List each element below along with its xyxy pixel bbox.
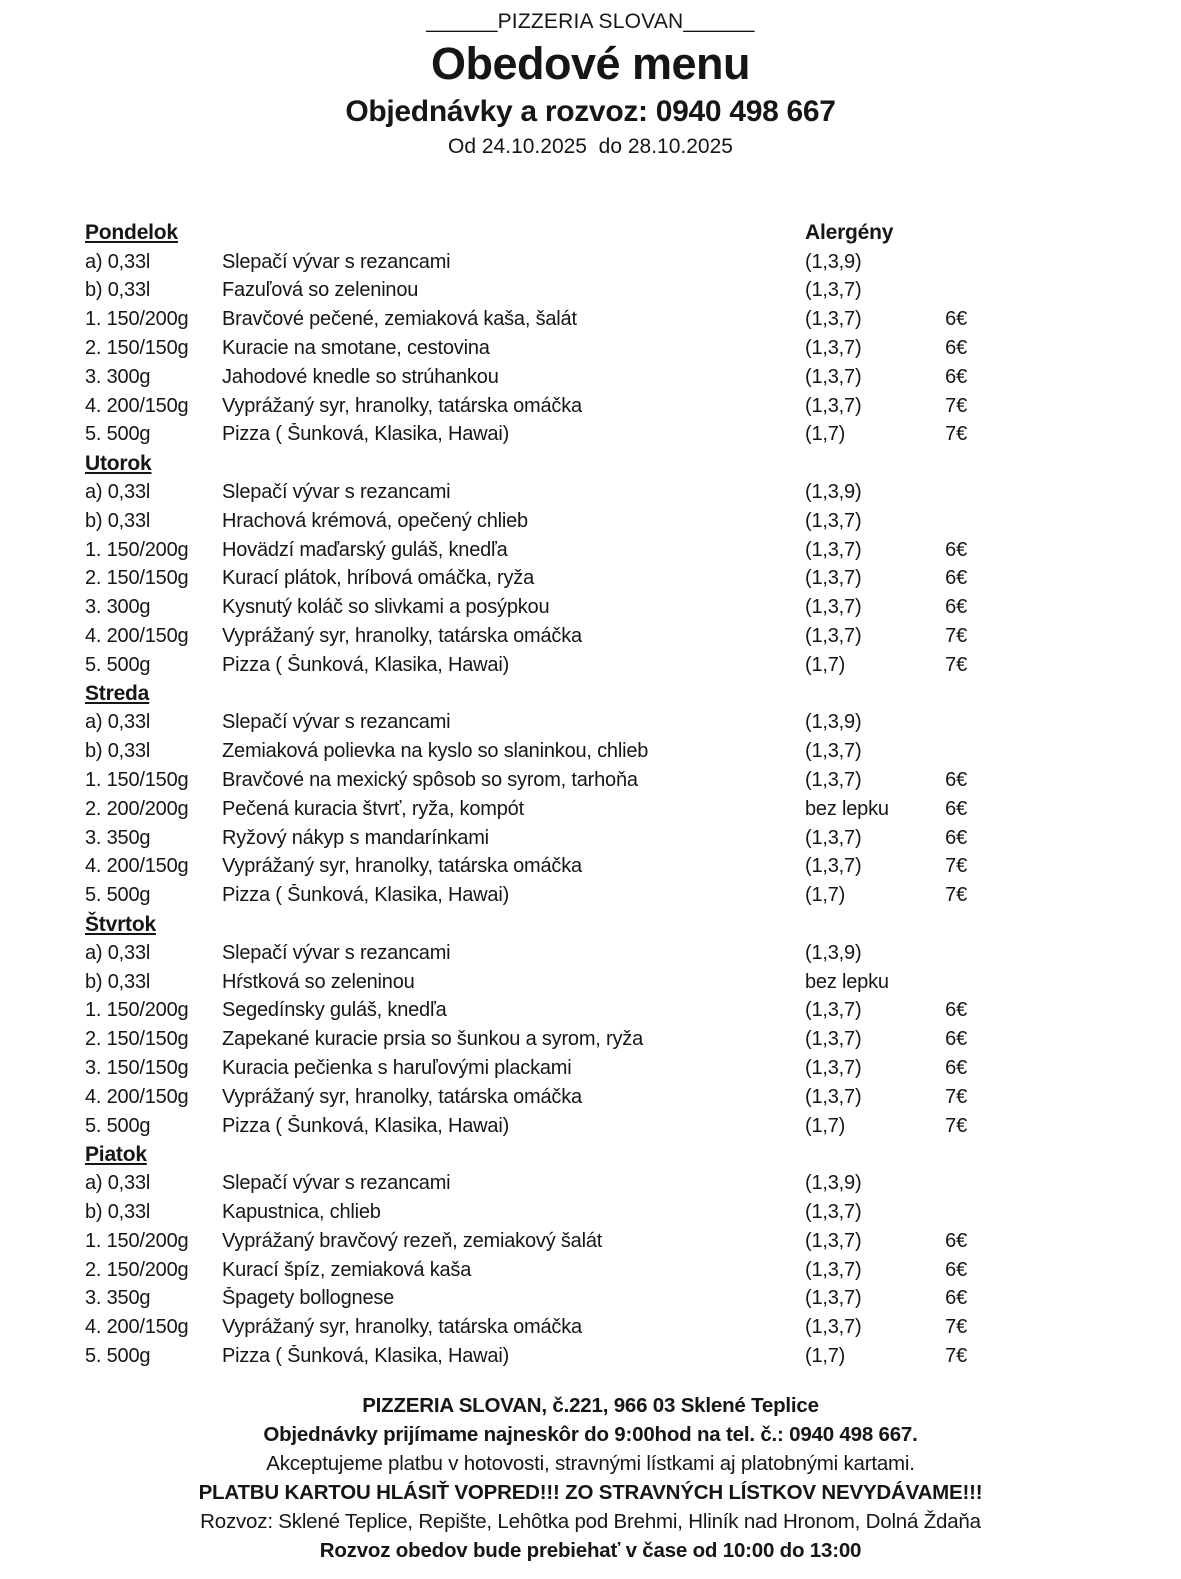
- item-dish: Kapustnica, chlieb: [222, 1200, 381, 1223]
- item-price: 6€: [945, 797, 967, 820]
- item-dish: Pizza ( Šunková, Klasika, Hawai): [222, 653, 510, 676]
- day-heading: Pondelok: [85, 221, 178, 245]
- item-dish: Pizza ( Šunková, Klasika, Hawai): [222, 423, 510, 446]
- footer-line: PLATBU KARTOU HLÁSIŤ VOPRED!!! ZO STRAVNÝCH LÍSTKOV NEVYDÁVAME!!!: [198, 1480, 983, 1504]
- item-dish: Pečená kuracia štvrť, ryža, kompót: [222, 797, 524, 820]
- item-allergens: (1,3,9): [805, 250, 862, 273]
- item-price: 7€: [945, 884, 967, 907]
- item-portion: a) 0,33l: [85, 711, 151, 734]
- menu-item-row: [85, 939, 967, 968]
- item-allergens: (1,7): [805, 653, 846, 676]
- item-allergens: (1,7): [805, 1344, 846, 1367]
- item-price: 6€: [945, 769, 967, 792]
- item-allergens: (1,3,9): [805, 481, 862, 504]
- item-portion: 2. 150/200g: [85, 1258, 189, 1281]
- item-allergens: (1,3,7): [805, 1057, 862, 1079]
- menu-item-row: [85, 305, 967, 334]
- item-price: 7€: [945, 1085, 967, 1108]
- item-allergens: (1,3,7): [805, 308, 862, 331]
- allergens-column-header: Alergény: [805, 221, 894, 245]
- item-portion: 3. 300g: [85, 596, 151, 619]
- item-portion: 3. 300g: [85, 365, 151, 388]
- menu-item-row: [85, 277, 967, 306]
- menu-item-row: [85, 766, 967, 795]
- item-price: 7€: [945, 1344, 967, 1367]
- item-portion: 1. 150/200g: [85, 1229, 189, 1252]
- item-dish: Pizza ( Šunková, Klasika, Hawai): [222, 1344, 510, 1367]
- menu-item-row: [85, 997, 967, 1026]
- day-header-row: [85, 680, 967, 709]
- day-heading: Piatok: [85, 1142, 147, 1166]
- menu-item-row: [85, 709, 967, 738]
- item-allergens: (1,3,7): [805, 1229, 862, 1252]
- item-dish: Slepačí vývar s rezancami: [222, 250, 451, 273]
- menu-item-row: [85, 1284, 967, 1313]
- item-price: 6€: [945, 999, 967, 1022]
- menu-item-row: [85, 392, 967, 421]
- footer-line: Rozvoz obedov bude prebiehať v čase od 10:00 do 13:00: [319, 1538, 862, 1562]
- item-allergens: (1,3,7): [805, 625, 862, 648]
- item-portion: b) 0,33l: [85, 740, 151, 763]
- item-portion: a) 0,33l: [85, 481, 151, 504]
- item-dish: Slepačí vývar s rezancami: [222, 1172, 451, 1195]
- item-dish: Pizza ( Šunková, Klasika, Hawai): [222, 884, 510, 907]
- footer-line: Akceptujeme platbu v hotovosti, stravnými lístkami aj platobnými kartami.: [266, 1451, 915, 1475]
- item-allergens: (1,7): [805, 1114, 846, 1137]
- day-header-row: [85, 219, 967, 248]
- item-price: 7€: [945, 625, 967, 648]
- menu-item-row: [85, 507, 967, 536]
- item-dish: Jahodové knedle so strúhankou: [222, 365, 499, 388]
- menu-item-row: [85, 478, 967, 507]
- menu-item-row: [85, 1169, 967, 1198]
- menu-item-row: [85, 622, 967, 651]
- item-price: 7€: [945, 423, 967, 446]
- item-portion: 4. 200/150g: [85, 855, 189, 878]
- item-price: 6€: [945, 567, 967, 590]
- menu-item-row: [85, 1256, 967, 1285]
- item-portion: 2. 150/150g: [85, 337, 189, 360]
- item-price: 7€: [945, 653, 967, 676]
- item-allergens: (1,3,7): [805, 365, 862, 388]
- item-portion: 5. 500g: [85, 653, 151, 676]
- day-heading: Štvrtok: [85, 912, 156, 936]
- item-portion: 3. 350g: [85, 1287, 151, 1310]
- item-allergens: (1,3,7): [805, 538, 862, 561]
- item-portion: 3. 150/150g: [85, 1057, 189, 1079]
- item-allergens: (1,3,7): [805, 740, 862, 763]
- item-dish: Kurací špíz, zemiaková kaša: [222, 1258, 472, 1281]
- item-allergens: (1,3,9): [805, 941, 862, 964]
- menu-item-row: [85, 363, 967, 392]
- item-portion: b) 0,33l: [85, 1200, 151, 1223]
- menu-header: [0, 0, 1181, 160]
- item-portion: a) 0,33l: [85, 250, 151, 273]
- date-range: Od 24.10.2025 do 28.10.2025: [448, 135, 733, 158]
- item-portion: a) 0,33l: [85, 941, 151, 964]
- item-allergens: (1,3,7): [805, 826, 862, 849]
- item-dish: Segedínsky guláš, knedľa: [222, 999, 447, 1022]
- item-dish: Bravčové pečené, zemiaková kaša, šalát: [222, 308, 577, 331]
- item-price: 6€: [945, 337, 967, 360]
- item-allergens: (1,7): [805, 423, 846, 446]
- item-price: 6€: [945, 1028, 967, 1051]
- item-allergens: (1,3,7): [805, 855, 862, 878]
- item-price: 6€: [945, 1057, 967, 1079]
- item-dish: Zapekané kuracie prsia so šunkou a syrom, ryža: [222, 1028, 643, 1051]
- item-allergens: (1,3,7): [805, 279, 862, 302]
- item-dish: Kysnutý koláč so slivkami a posýpkou: [222, 596, 550, 619]
- item-dish: Špagety bollognese: [222, 1287, 395, 1310]
- menu-item-row: [85, 1227, 967, 1256]
- item-allergens: bez lepku: [805, 970, 889, 993]
- day-header-row: [85, 910, 967, 939]
- item-allergens: (1,3,7): [805, 999, 862, 1022]
- item-allergens: (1,3,7): [805, 394, 862, 417]
- item-price: 6€: [945, 1287, 967, 1310]
- item-dish: Slepačí vývar s rezancami: [222, 941, 451, 964]
- item-price: 6€: [945, 365, 967, 388]
- menu-item-row: [85, 795, 967, 824]
- menu-item-row: [85, 593, 967, 622]
- item-price: 6€: [945, 826, 967, 849]
- item-dish: Hŕstková so zeleninou: [222, 970, 415, 993]
- item-dish: Vyprážaný syr, hranolky, tatárska omáčka: [222, 855, 582, 878]
- item-price: 6€: [945, 1258, 967, 1281]
- menu-item-row: [85, 968, 967, 997]
- orders-phone-line: Objednávky a rozvoz: 0940 498 667: [345, 95, 836, 128]
- item-dish: Kuracia pečienka s haruľovými plackami: [222, 1057, 572, 1079]
- item-dish: Fazuľová so zeleninou: [222, 279, 419, 302]
- item-portion: 2. 200/200g: [85, 797, 189, 820]
- menu-item-row: [85, 737, 967, 766]
- menu-item-row: [85, 1112, 967, 1141]
- item-portion: 4. 200/150g: [85, 1085, 189, 1108]
- item-price: 7€: [945, 1114, 967, 1137]
- item-dish: Slepačí vývar s rezancami: [222, 711, 451, 734]
- menu-item-row: [85, 1342, 967, 1371]
- menu-item-row: [85, 881, 967, 910]
- item-dish: Kuracie na smotane, cestovina: [222, 337, 490, 360]
- item-allergens: (1,3,7): [805, 337, 862, 360]
- menu-item-row: [85, 1083, 967, 1112]
- day-header-row: [85, 1141, 967, 1170]
- item-allergens: (1,3,7): [805, 567, 862, 590]
- menu-item-row: [85, 824, 967, 853]
- item-dish: Hrachová krémová, opečený chlieb: [222, 509, 528, 532]
- item-allergens: (1,3,7): [805, 1287, 862, 1310]
- item-portion: 4. 200/150g: [85, 394, 189, 417]
- page-title: Obedové menu: [430, 38, 751, 89]
- item-dish: Ryžový nákyp s mandarínkami: [222, 826, 489, 849]
- day-heading: Streda: [85, 682, 150, 706]
- item-allergens: (1,3,7): [805, 769, 862, 792]
- item-portion: 5. 500g: [85, 884, 151, 907]
- menu-item-row: [85, 248, 967, 277]
- item-portion: b) 0,33l: [85, 279, 151, 302]
- item-portion: 1. 150/200g: [85, 538, 189, 561]
- item-dish: Vyprážaný syr, hranolky, tatárska omáčka: [222, 394, 582, 417]
- item-portion: 5. 500g: [85, 1344, 151, 1367]
- footer-line: PIZZERIA SLOVAN, č.221, 966 03 Sklené Teplice: [362, 1393, 819, 1417]
- item-allergens: (1,3,7): [805, 1316, 862, 1339]
- item-price: 7€: [945, 855, 967, 878]
- menu-item-row: [85, 651, 967, 680]
- item-dish: Vyprážaný syr, hranolky, tatárska omáčka: [222, 1085, 582, 1108]
- menu-item-row: [85, 565, 967, 594]
- item-dish: Vyprážaný bravčový rezeň, zemiakový šalát: [222, 1229, 603, 1252]
- item-dish: Zemiaková polievka na kyslo so slaninkou, chlieb: [222, 740, 649, 763]
- item-price: 6€: [945, 308, 967, 331]
- menu-item-row: [85, 1313, 967, 1342]
- day-header-row: [85, 449, 967, 478]
- item-portion: 1. 150/200g: [85, 308, 189, 331]
- item-allergens: (1,3,7): [805, 1200, 862, 1223]
- item-allergens: (1,3,9): [805, 1172, 862, 1195]
- footer-line: Objednávky prijímame najneskôr do 9:00hod na tel. č.: 0940 498 667.: [263, 1422, 918, 1446]
- item-portion: 5. 500g: [85, 423, 151, 446]
- item-allergens: bez lepku: [805, 797, 889, 820]
- item-dish: Vyprážaný syr, hranolky, tatárska omáčka: [222, 1316, 582, 1339]
- item-portion: 2. 150/150g: [85, 567, 189, 590]
- item-price: 6€: [945, 538, 967, 561]
- item-allergens: (1,3,7): [805, 509, 862, 532]
- menu-footer: [0, 1391, 1181, 1565]
- menu-item-row: [85, 1025, 967, 1054]
- day-heading: Utorok: [85, 451, 152, 475]
- item-portion: 2. 150/150g: [85, 1028, 189, 1051]
- item-price: 6€: [945, 596, 967, 619]
- item-dish: Hovädzí maďarský guláš, knedľa: [222, 538, 508, 561]
- item-portion: b) 0,33l: [85, 970, 151, 993]
- item-dish: Kurací plátok, hríbová omáčka, ryža: [222, 567, 535, 590]
- footer-line: Rozvoz: Sklené Teplice, Repište, Lehôtka pod Brehmi, Hliník nad Hronom, Dolná Ždaňa: [200, 1509, 981, 1533]
- restaurant-name: ______PIZZERIA SLOVAN______: [426, 10, 755, 33]
- item-allergens: (1,3,7): [805, 1258, 862, 1281]
- menu-item-row: [85, 536, 967, 565]
- item-dish: Vyprážaný syr, hranolky, tatárska omáčka: [222, 625, 582, 648]
- item-allergens: (1,7): [805, 884, 846, 907]
- item-allergens: (1,3,7): [805, 1085, 862, 1108]
- menu-item-row: [85, 421, 967, 450]
- menu-table: [85, 219, 967, 1371]
- item-allergens: (1,3,9): [805, 711, 862, 734]
- item-allergens: (1,3,7): [805, 596, 862, 619]
- item-dish: Pizza ( Šunková, Klasika, Hawai): [222, 1114, 510, 1137]
- menu-item-row: [85, 853, 967, 882]
- item-dish: Bravčové na mexický spôsob so syrom, tarhoňa: [222, 769, 638, 792]
- item-portion: 5. 500g: [85, 1114, 151, 1137]
- item-portion: a) 0,33l: [85, 1172, 151, 1195]
- menu-item-row: [85, 1054, 967, 1083]
- menu-item-row: [85, 334, 967, 363]
- item-allergens: (1,3,7): [805, 1028, 862, 1051]
- item-portion: 1. 150/200g: [85, 999, 189, 1022]
- item-portion: 3. 350g: [85, 826, 151, 849]
- item-price: 6€: [945, 1229, 967, 1252]
- item-dish: Slepačí vývar s rezancami: [222, 481, 451, 504]
- menu-item-row: [85, 1198, 967, 1227]
- item-portion: 1. 150/150g: [85, 769, 189, 792]
- item-portion: 4. 200/150g: [85, 1316, 189, 1339]
- item-portion: 4. 200/150g: [85, 625, 189, 648]
- item-price: 7€: [945, 1316, 967, 1339]
- item-price: 7€: [945, 394, 967, 417]
- item-portion: b) 0,33l: [85, 509, 151, 532]
